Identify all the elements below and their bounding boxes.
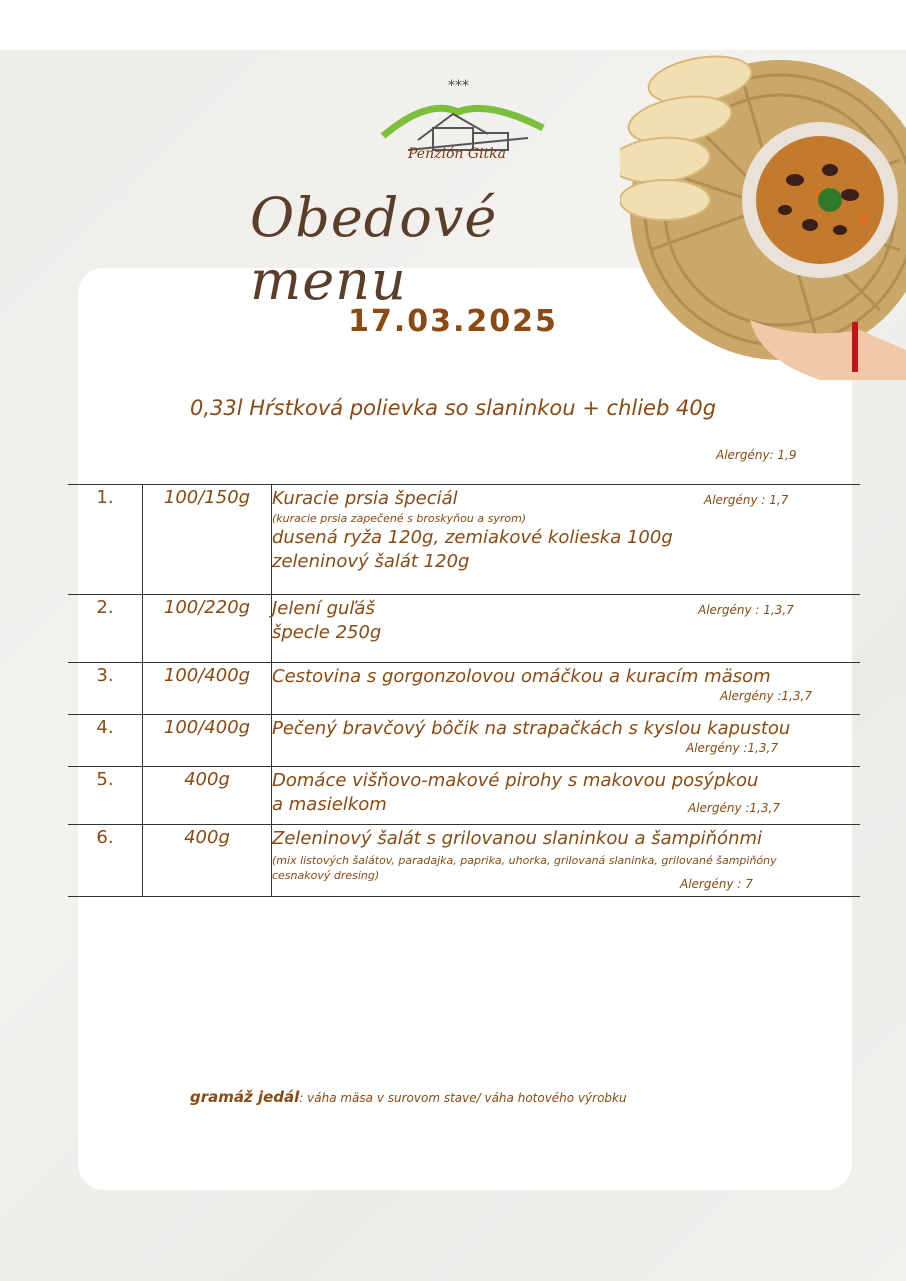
menu-table xyxy=(68,484,860,897)
item-weight: 400g xyxy=(143,825,272,897)
item-description xyxy=(272,767,861,825)
table-row xyxy=(68,767,860,825)
table-row xyxy=(68,663,860,715)
logo xyxy=(378,78,548,170)
item-description xyxy=(272,663,861,715)
item-name: Jelení guľáš xyxy=(272,598,375,619)
item-number: 2. xyxy=(68,595,143,663)
item-number: 6. xyxy=(68,825,143,897)
item-note xyxy=(272,868,860,891)
footer-text: : váha mäsa v surovom stave/ váha hotového výrobku xyxy=(299,1091,627,1105)
item-name: Domáce višňovo-makové pirohy s makovou posýpkou xyxy=(272,770,759,791)
footer-note xyxy=(190,1088,627,1106)
page-title: Obedové menu xyxy=(250,186,498,312)
item-side xyxy=(272,793,860,817)
item-allergens: Alergény :1,3,7 xyxy=(720,689,812,703)
logo-stars: *** xyxy=(448,78,469,94)
item-description xyxy=(272,595,861,663)
item-weight: 100/150g xyxy=(143,485,272,595)
item-side: dusená ryža 120g, zemiakové kolieska 100g xyxy=(272,527,673,548)
item-weight: 400g xyxy=(143,767,272,825)
item-allergens: Alergény : 1,3,7 xyxy=(698,603,794,617)
item-description xyxy=(272,715,861,767)
footer-bold: gramáž jedál xyxy=(190,1088,300,1106)
item-side: špecle 250g xyxy=(272,622,382,643)
logo-name: Penzión Gitka xyxy=(408,146,506,162)
soup-allergens: Alergény: 1,9 xyxy=(716,448,797,462)
item-weight: 100/400g xyxy=(143,715,272,767)
soup-of-day: 0,33l Hŕstková polievka so slaninkou + chlieb 40g xyxy=(189,396,717,420)
item-description xyxy=(272,485,861,595)
item-allergens: Alergény :1,3,7 xyxy=(688,801,780,815)
item-number: 3. xyxy=(68,663,143,715)
item-weight: 100/400g xyxy=(143,663,272,715)
menu-date: 17.03.2025 xyxy=(348,304,558,339)
item-name: Pečený bravčový bôčik na strapačkách s kyslou kapustou xyxy=(272,718,791,739)
item-side-text: a masielkom xyxy=(272,794,387,815)
item-allergens: Alergény : 7 xyxy=(680,877,753,891)
item-number: 1. xyxy=(68,485,143,595)
item-note: (mix listových šalátov, paradajka, paprika, uhorka, grilovaná slaninka, grilované šampiňóny xyxy=(272,854,777,867)
item-number: 4. xyxy=(68,715,143,767)
table-row xyxy=(68,485,860,595)
item-description xyxy=(272,825,861,897)
item-note: (kuracie prsia zapečené s broskyňou a syrom) xyxy=(272,512,527,525)
item-weight: 100/220g xyxy=(143,595,272,663)
item-allergens: Alergény : 1,7 xyxy=(704,493,789,507)
table-row xyxy=(68,715,860,767)
item-name: Kuracie prsia špeciál xyxy=(272,488,458,509)
table-row xyxy=(68,595,860,663)
item-name: Zeleninový šalát s grilovanou slaninkou a šampiňónmi xyxy=(272,828,763,849)
item-name: Cestovina s gorgonzolovou omáčkou a kuracím mäsom xyxy=(272,666,771,687)
item-number: 5. xyxy=(68,767,143,825)
item-note-text: cesnakový dresing) xyxy=(272,869,380,882)
table-row xyxy=(68,825,860,897)
item-side: zeleninový šalát 120g xyxy=(272,551,470,572)
item-allergens: Alergény :1,3,7 xyxy=(686,741,778,755)
